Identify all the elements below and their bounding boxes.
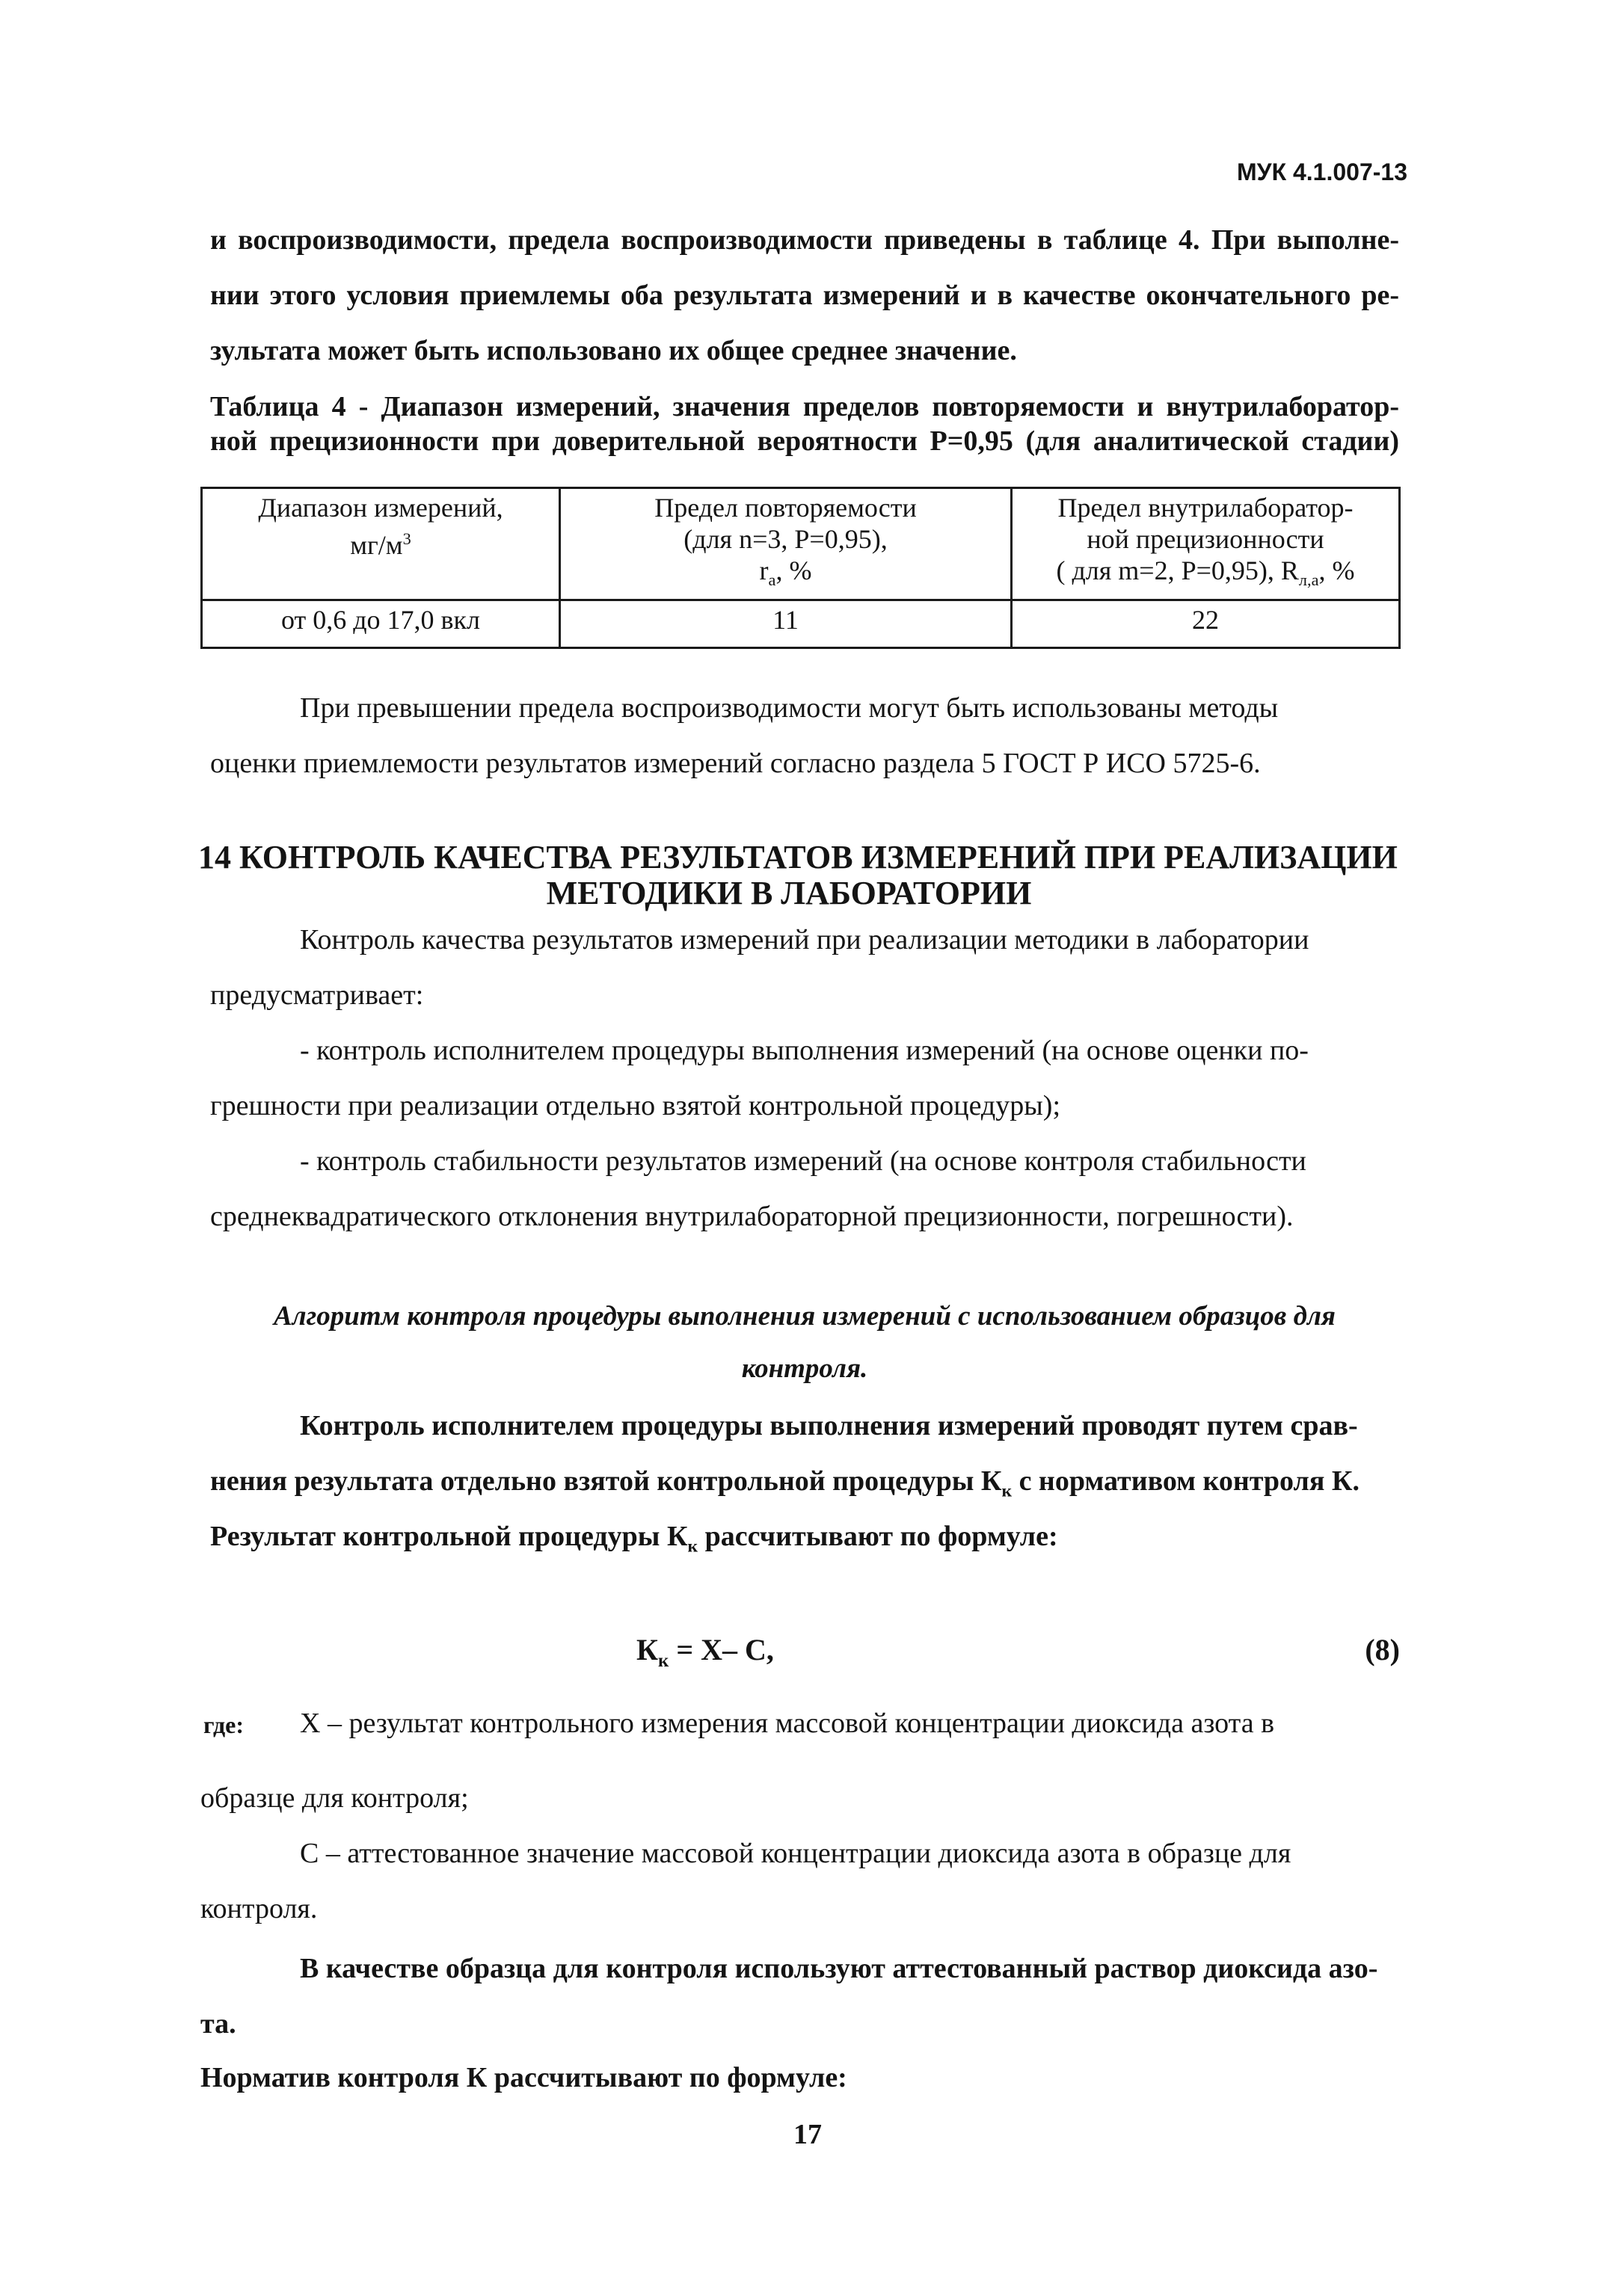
header-precision-cond: ( для m=2, P=0,95), R (1056, 555, 1299, 585)
header-range (202, 488, 560, 600)
procedure-line-2-end: с нормативом контроля К. (1012, 1465, 1360, 1497)
header-precision (1012, 488, 1400, 600)
def-x-line-2: образце для контроля; (200, 1782, 469, 1814)
page-number: 17 (793, 2119, 822, 2150)
procedure-line-3 (210, 1509, 1058, 1575)
table-header-row (202, 488, 1400, 600)
formula-lhs: К (636, 1633, 659, 1666)
header-precision-text: Предел внутрилаборатор- (1057, 493, 1354, 523)
algorithm-heading-line-2: контроля. (741, 1353, 868, 1384)
header-repeatability-text: Предел повторяемости (654, 493, 917, 523)
header-precision-sub: л,a (1298, 570, 1319, 590)
exceed-line-1: При превышении предела воспроизводимости могут быть использованы методы (300, 692, 1279, 724)
table-caption-line-2: ной прецизионности при доверительной вероятности Р=0,95 (для аналитической стадии) (210, 425, 1399, 457)
procedure-line-2-text: нения результата отдельно взятой контрольной процедуры К (210, 1465, 1002, 1497)
table-row (202, 600, 1400, 648)
header-precision-pct: , % (1318, 555, 1355, 585)
algorithm-heading-line-1: Алгоритм контроля процедуры выполнения измерений с использованием образцов для (273, 1301, 1336, 1332)
header-range-unit-exp: 3 (402, 529, 411, 548)
header-repeatability-pct: , % (775, 555, 812, 585)
intro-line-1: и воспроизводимости, предела воспроизводимости приведены в таблице 4. При выполне- (210, 224, 1399, 256)
bullet-2-line-2: среднеквадратического отклонения внутрилабораторной прецизионности, погрешности). (210, 1201, 1294, 1232)
exceed-line-2: оценки приемлемости результатов измерений согласно раздела 5 ГОСТ Р ИСО 5725-6. (210, 748, 1261, 779)
header-precision-text-2: ной прецизионности (1087, 524, 1324, 554)
header-range-unit: мг/м (350, 530, 403, 560)
section-heading-line-1: 14 КОНТРОЛЬ КАЧЕСТВА РЕЗУЛЬТАТОВ ИЗМЕРЕНИЙ ПРИ РЕАЛИЗАЦИИ (198, 839, 1398, 875)
header-repeatability-symbol: r (759, 555, 769, 585)
header-repeatability (560, 488, 1012, 600)
bullet-2-line-1: - контроль стабильности результатов измерений (на основе контроля стабильности (300, 1145, 1306, 1177)
def-x-line-1: X – результат контрольного измерения массовой концентрации диоксида азота в (300, 1708, 1275, 1739)
bullet-1-line-2: грешности при реализации отдельно взятой контрольной процедуры); (210, 1090, 1061, 1121)
header-range-text: Диапазон измерений, (258, 493, 503, 523)
procedure-line-3-end: рассчитывают по формуле: (698, 1521, 1058, 1552)
sample-line-2: та. (200, 2008, 236, 2040)
control-line-1: Контроль качества результатов измерений при реализации методики в лаборатории (300, 924, 1309, 955)
sample-line-1: В качестве образца для контроля используют аттестованный раствор диоксида азо- (300, 1953, 1378, 1984)
intro-line-2: нии этого условия приемлемы оба результата измерений и в качестве окончательного ре- (210, 280, 1399, 311)
formula-number: (8) (1365, 1633, 1400, 1666)
formula-sub: к (658, 1651, 669, 1671)
measurement-table (200, 487, 1401, 649)
header-repeatability-cond: (для n=3, P=0,95), (683, 524, 888, 554)
cell-repeatability: 11 (560, 600, 1012, 648)
where-label: где: (203, 1711, 244, 1738)
header-repeatability-sub: a (768, 570, 776, 590)
norm-paragraph: Норматив контроля К рассчитывают по формуле: (200, 2062, 847, 2093)
section-heading-line-2: МЕТОДИКИ В ЛАБОРАТОРИИ (546, 875, 1032, 911)
intro-line-3: зультата может быть использовано их общее среднее значение. (210, 335, 1017, 366)
cell-range: от 0,6 до 17,0 вкл (202, 600, 560, 648)
control-line-2: предусматривает: (210, 979, 424, 1011)
procedure-line-3-text: Результат контрольной процедуры К (210, 1521, 688, 1552)
cell-precision: 22 (1012, 600, 1400, 648)
def-c-line-2: контроля. (200, 1893, 318, 1924)
table-caption-line-1: Таблица 4 - Диапазон измерений, значения пределов повторяемости и внутрилаборатор- (210, 391, 1399, 422)
kk-subscript: к (1001, 1481, 1013, 1501)
def-c-line-1: С – аттестованное значение массовой концентрации диоксида азота в образце для (300, 1838, 1291, 1869)
bullet-1-line-1: - контроль исполнителем процедуры выполнения измерений (на основе оценки по- (300, 1035, 1309, 1066)
formula-rhs: = X– C, (669, 1633, 774, 1666)
kk-subscript-2: к (687, 1536, 698, 1557)
formula-8 (636, 1622, 774, 1689)
procedure-line-1: Контроль исполнителем процедуры выполнения измерений проводят путем срав- (300, 1410, 1358, 1441)
document-code: МУК 4.1.007-13 (1237, 158, 1407, 185)
